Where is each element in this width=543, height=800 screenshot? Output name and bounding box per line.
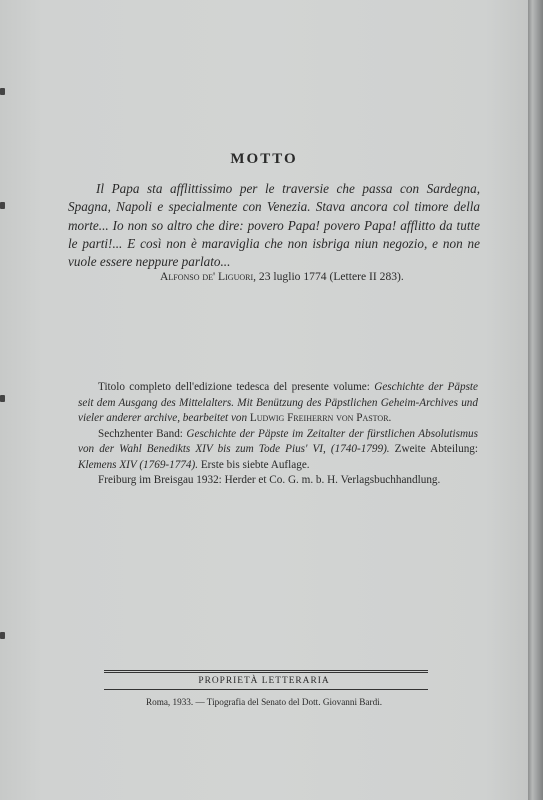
binding-mark xyxy=(0,202,5,209)
volume-subtitle: Klemens XIV (1769-1774). xyxy=(78,458,199,471)
attribution-source: , 23 luglio 1774 (Lettere II 283). xyxy=(253,270,404,283)
binding-mark xyxy=(0,88,5,95)
motto-heading: MOTTO xyxy=(230,151,298,167)
binding-mark xyxy=(0,395,5,402)
edition-end: . xyxy=(388,412,392,424)
volume-title: Geschichte der Päpste im Zeitalter der fürstlichen Absolutismus von der Wahl Benedikts XIV bis zum Tode Pius' VI, (1740-1799). xyxy=(78,427,478,455)
edition-info-paragraph xyxy=(78,380,478,427)
volume-section: Zweite Abteilung: xyxy=(389,443,479,455)
motto-attribution xyxy=(160,270,404,283)
volume-info-paragraph xyxy=(78,427,478,474)
attribution-author: Alfonso de' Liguori xyxy=(160,270,254,283)
divider-top xyxy=(104,670,428,671)
german-title: Geschichte der Päpste seit dem Ausgang des Mittelalters. Mit Benützung des Päpstlichen Geheim-Archives und vieler anderer archive, bearbeitet von xyxy=(78,381,478,424)
page-edge xyxy=(528,0,543,800)
divider-bottom xyxy=(104,689,428,690)
volume-intro: Sechzhenter Band: xyxy=(98,427,187,440)
edition-info xyxy=(78,380,478,489)
motto-quote: Il Papa sta afflittissimo per le traversie che passa con Sardegna, Spagna, Napoli e specialmente con Venezia. Stava ancora col timore della morte... Io non so altro che dire: povero Papa! povero Papa! afflitto da tutte le parti!... E così non è maraviglia che non isbriga niun negozio, e non ne vuole essere neppure parlato... xyxy=(68,181,480,270)
publisher-paragraph: Freiburg im Breisgau 1932: Herder et Co. G. m. b. H. Verlagsbuchhandlung. xyxy=(98,474,441,486)
printer-line: Roma, 1933. — Tipografia del Senato del Dott. Giovanni Bardi. xyxy=(145,697,383,707)
divider-top-double xyxy=(104,672,428,673)
property-notice: PROPRIETÀ LETTERARIA xyxy=(198,676,330,686)
binding-mark xyxy=(0,632,5,639)
volume-edition: Erste bis siebte Auflage. xyxy=(198,458,310,471)
edition-intro: Titolo completo dell'edizione tedesca del presente volume: xyxy=(98,381,375,393)
edition-author: Ludwig Freiherrn von Pastor xyxy=(247,412,389,424)
